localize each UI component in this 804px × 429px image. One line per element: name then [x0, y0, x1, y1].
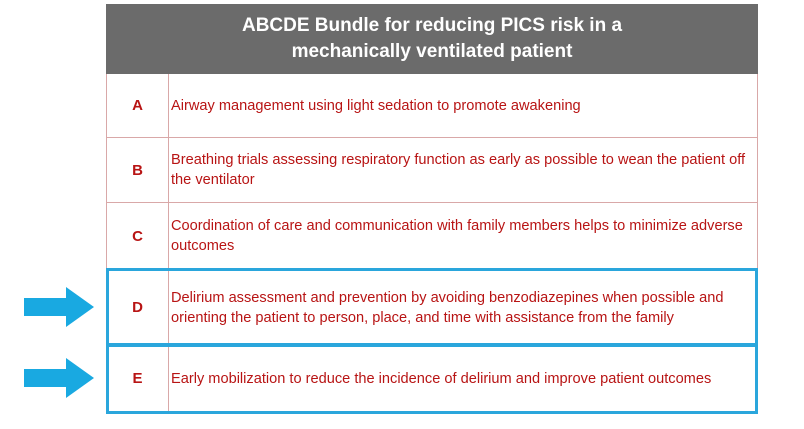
table-title-line-1: ABCDE Bundle for reducing PICS risk in a: [241, 15, 623, 36]
table-row-b: [106, 138, 758, 203]
highlight-box-d: [106, 268, 758, 346]
row-letter-c: C: [107, 203, 169, 269]
table-title: [192, 13, 672, 65]
highlight-box-e: [106, 344, 758, 414]
table-row-c: [106, 203, 758, 270]
table-row-a: [106, 74, 758, 138]
row-letter-e: E: [107, 346, 169, 411]
row-text-d: Delirium assessment and prevention by avoiding benzodiazepines when possible and orienting the patient to person, place, and time with assistance from the family: [171, 289, 724, 326]
arrow-right-icon: [24, 358, 94, 398]
row-text-b: Breathing trials assessing respiratory function as early as possible to wean the patient off the ventilator: [171, 152, 746, 188]
row-letter-a: A: [107, 74, 169, 137]
row-letter-d: D: [107, 270, 169, 345]
arrow-right-icon: [24, 287, 94, 327]
table-title-line-2: mechanically ventilated patient: [291, 41, 573, 62]
row-text-e: Early mobilization to reduce the incidence of delirium and improve patient outcomes: [171, 370, 712, 387]
row-text-c: Coordination of care and communication with family members helps to minimize adverse outcomes: [171, 218, 743, 254]
row-letter-b: B: [107, 138, 169, 202]
row-text-a: Airway management using light sedation to promote awakening: [171, 97, 581, 114]
table-header: [106, 4, 758, 74]
